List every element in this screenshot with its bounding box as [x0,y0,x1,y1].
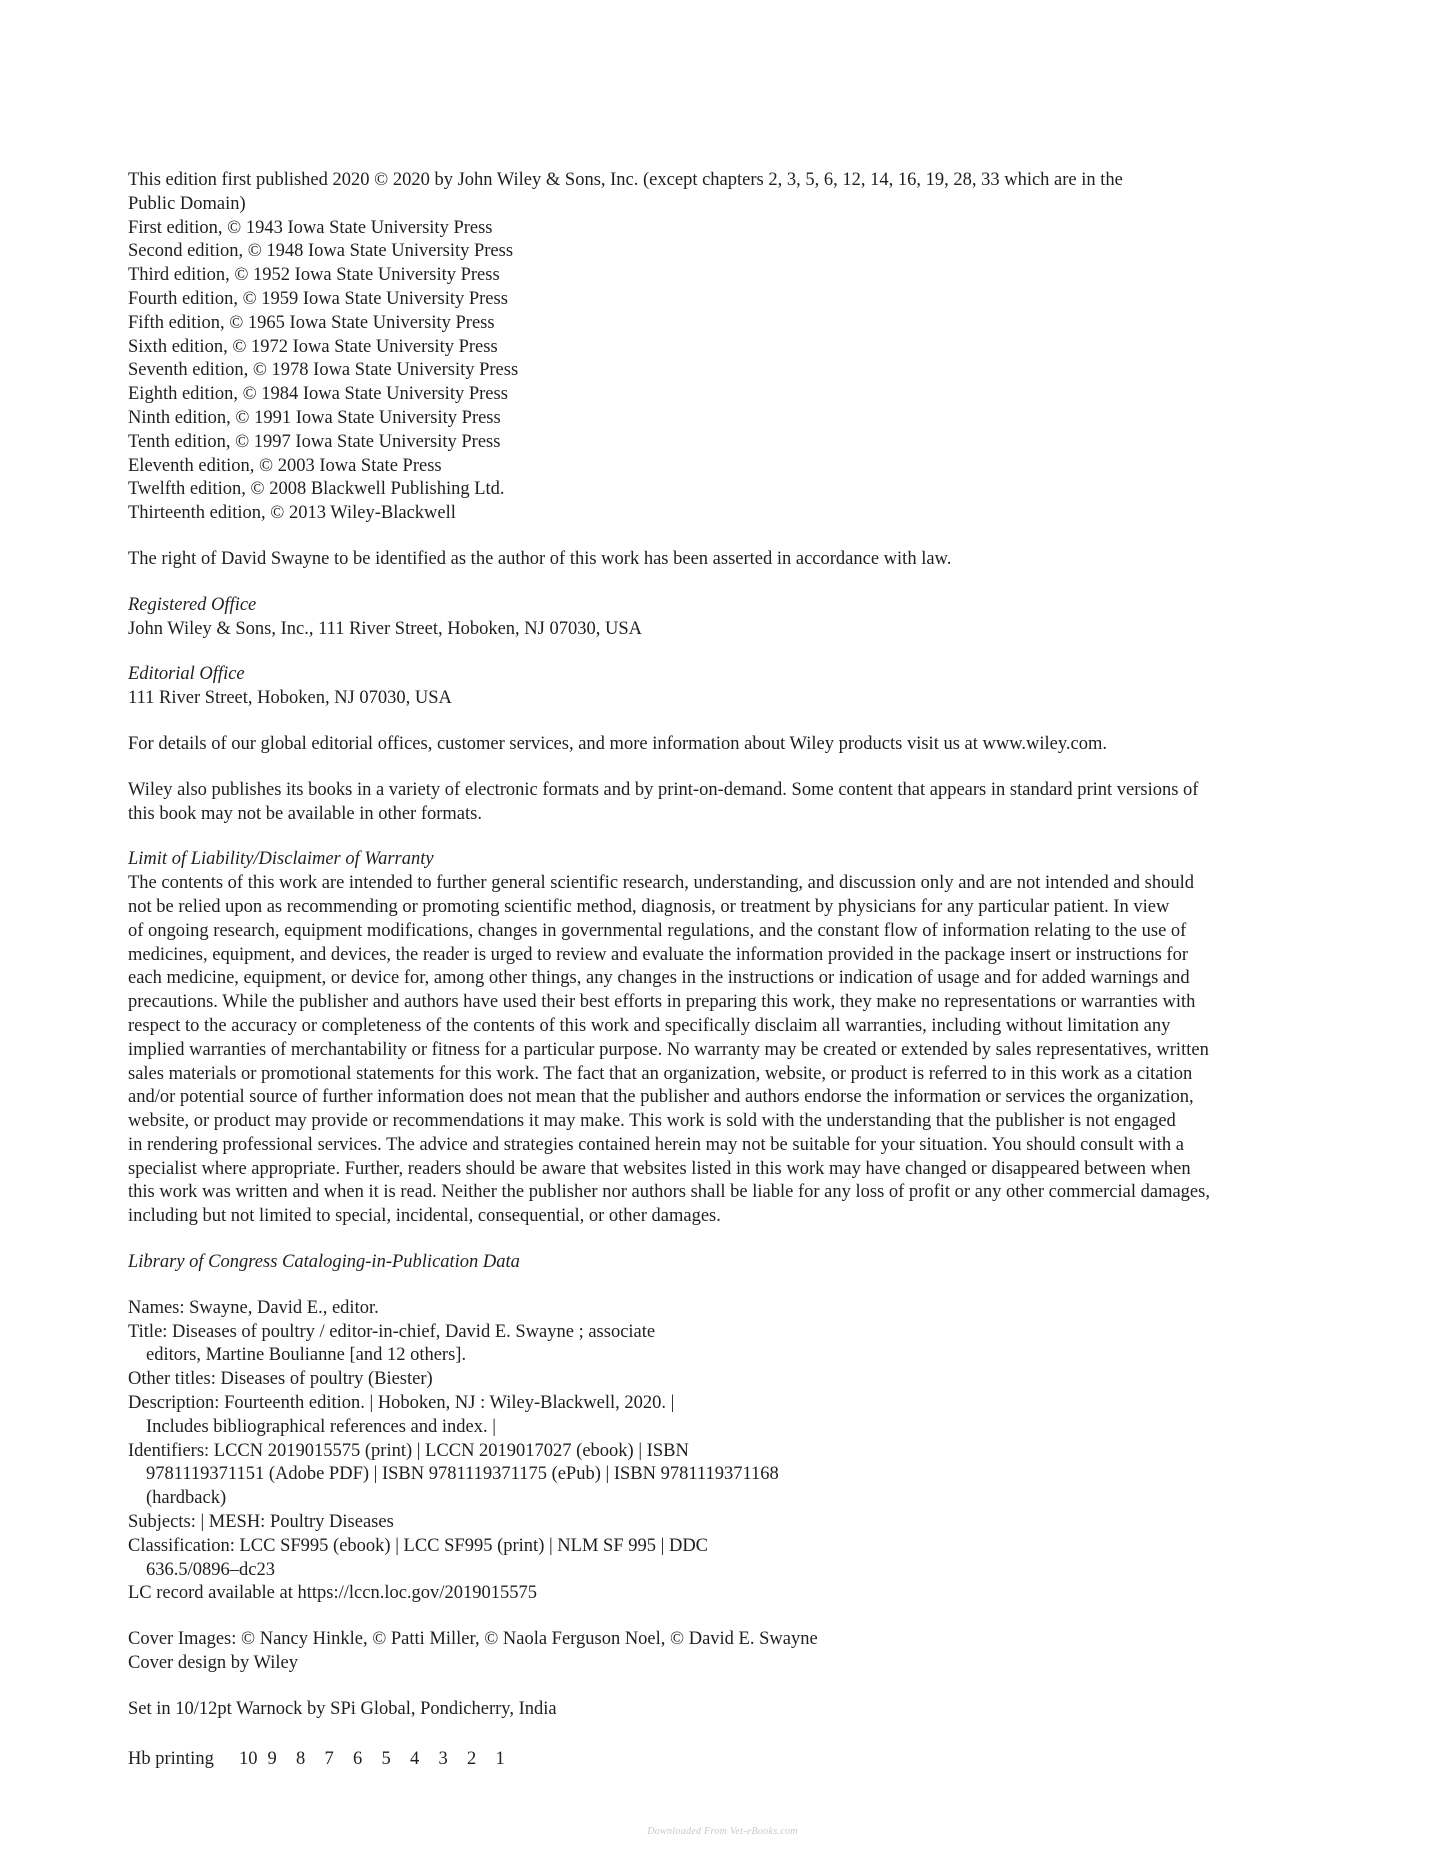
typeset-statement: Set in 10/12pt Warnock by SPi Global, Pondicherry, India [128,1698,557,1719]
printing-numbers [239,1749,524,1769]
printing-number: 8 [296,1749,306,1769]
printing-line [128,1747,524,1771]
formats-paragraph-line: Wiley also publishes its books in a variety of electronic formats and by print-on-demand. Some content that appears in standard print versions of [128,779,1199,800]
edition-statement: This edition first published 2020 © 2020 by John Wiley & Sons, Inc. (except chapters 2, 3, 5, 6, 12, 14, 16, 19, 28, 33 which are in the [128,170,1123,190]
disclaimer-line: The contents of this work are intended to further general scientific research, understanding, and discussion only and are not intended and should [128,873,1194,894]
registered-office-address: John Wiley & Sons, Inc., 111 River Street, Hoboken, NJ 07030, USA [128,618,642,639]
cip-line: Description: Fourteenth edition. | Hoboken, NJ : Wiley-Blackwell, 2020. | [128,1393,675,1414]
printing-number: 6 [353,1749,363,1769]
cip-line: 636.5/0896–dc23 [146,1559,275,1580]
copyright-page [128,169,1308,1722]
cip-line: Subjects: | MESH: Poultry Diseases [128,1512,394,1533]
disclaimer-heading: Limit of Liability/Disclaimer of Warranty [128,849,434,870]
rights-statement: The right of David Swayne to be identified as the author of this work has been asserted in accordance with law. [128,548,952,569]
cip-line: Other titles: Diseases of poultry (Biester) [128,1369,433,1390]
disclaimer-line: sales materials or promotional statements for this work. The fact that an organization, website, or product is referred to in this work as a citation [128,1063,1193,1084]
edition-entry: Third edition, © 1952 Iowa State University Press [128,265,500,286]
disclaimer-line: medicines, equipment, and devices, the reader is urged to review and evaluate the information provided in the package insert or instructions for [128,944,1188,965]
printing-number: 9 [267,1749,277,1769]
printing-number: 10 [239,1749,258,1769]
editorial-office-address: 111 River Street, Hoboken, NJ 07030, USA [128,688,452,709]
edition-history-list [128,217,1308,526]
cover-images-credit: Cover Images: © Nancy Hinkle, © Patti Miller, © Naola Ferguson Noel, © David E. Swayne [128,1629,818,1650]
edition-entry: Second edition, © 1948 Iowa State University Press [128,241,514,262]
printing-number: 3 [438,1749,448,1769]
edition-entry: Sixth edition, © 1972 Iowa State University Press [128,336,498,357]
printing-number: 5 [381,1749,391,1769]
edition-entry: First edition, © 1943 Iowa State University Press [128,217,493,238]
details-paragraph: For details of our global editorial offices, customer services, and more information about Wiley products visit us at www.wiley.com. [128,733,1108,754]
cip-line: editors, Martine Boulianne [and 12 others]. [146,1345,467,1366]
disclaimer-line: precautions. While the publisher and authors have used their best efforts in preparing this work, they make no representations or warranties with [128,992,1196,1013]
cip-line: Includes bibliographical references and index. | [146,1416,496,1437]
editorial-office-heading: Editorial Office [128,664,245,685]
disclaimer-line: each medicine, equipment, or device for, among other things, any changes in the instructions or indication of usage and for added warnings and [128,968,1190,989]
edition-entry: Eighth edition, © 1984 Iowa State University Press [128,384,508,405]
cip-heading: Library of Congress Cataloging-in-Publication Data [128,1252,520,1273]
disclaimer-line: this work was written and when it is read. Neither the publisher nor authors shall be liable for any loss of profit or any other commercial damages, [128,1182,1210,1203]
printing-label: Hb printing [128,1749,214,1769]
disclaimer-line: including but not limited to special, incidental, consequential, or other damages. [128,1206,721,1227]
edition-entry: Fifth edition, © 1965 Iowa State University Press [128,312,495,333]
footer-watermark: Downloaded From Vet-eBooks.com [647,1826,798,1837]
edition-entry: Fourth edition, © 1959 Iowa State University Press [128,288,508,309]
disclaimer-line: in rendering professional services. The advice and strategies contained herein may not be suitable for your situation. You should consult with a [128,1134,1184,1155]
cover-design-credit: Cover design by Wiley [128,1653,299,1674]
cip-line: Title: Diseases of poultry / editor-in-chief, David E. Swayne ; associate [128,1321,656,1342]
printing-number: 4 [410,1749,420,1769]
cip-line: Names: Swayne, David E., editor. [128,1297,379,1318]
edition-entry: Thirteenth edition, © 2013 Wiley-Blackwell [128,503,456,524]
disclaimer-line: and/or potential source of further information does not mean that the publisher and authors endorse the information or services the organization, [128,1087,1194,1108]
disclaimer-line: implied warranties of merchantability or fitness for a particular purpose. No warranty may be created or extended by sales representatives, written [128,1039,1209,1060]
cip-record [128,1297,1308,1606]
cip-line: LC record available at https://lccn.loc.gov/2019015575 [128,1583,537,1604]
cip-line: (hardback) [146,1488,227,1509]
edition-entry: Ninth edition, © 1991 Iowa State University Press [128,407,501,428]
printing-number: 1 [495,1749,505,1769]
cip-line: 9781119371151 (Adobe PDF) | ISBN 9781119371175 (ePub) | ISBN 9781119371168 [146,1464,779,1485]
disclaimer-body [128,872,1308,1229]
edition-statement-cont: Public Domain) [128,193,246,214]
disclaimer-line: of ongoing research, equipment modifications, changes in governmental regulations, and the constant flow of information relating to the use of [128,920,1187,941]
registered-office-heading: Registered Office [128,594,257,615]
disclaimer-line: specialist where appropriate. Further, readers should be aware that websites listed in this work may have changed or disappeared between when [128,1158,1191,1179]
cip-line: Identifiers: LCCN 2019015575 (print) | LCCN 2019017027 (ebook) | ISBN [128,1440,689,1461]
cip-line: Classification: LCC SF995 (ebook) | LCC SF995 (print) | NLM SF 995 | DDC [128,1535,709,1556]
edition-entry: Seventh edition, © 1978 Iowa State University Press [128,360,519,381]
edition-entry: Twelfth edition, © 2008 Blackwell Publishing Ltd. [128,479,505,500]
printing-number: 2 [467,1749,477,1769]
disclaimer-line: respect to the accuracy or completeness of the contents of this work and specifically disclaim all warranties, including without limitation any [128,1015,1171,1036]
edition-entry: Eleventh edition, © 2003 Iowa State Press [128,455,442,476]
edition-entry: Tenth edition, © 1997 Iowa State University Press [128,431,501,452]
disclaimer-line: not be relied upon as recommending or promoting scientific method, diagnosis, or treatment by physicians for any particular patient. In view [128,896,1170,917]
formats-paragraph-line: this book may not be available in other formats. [128,803,482,824]
disclaimer-line: website, or product may provide or recommendations it may make. This work is sold with the understanding that the publisher is not engaged [128,1111,1176,1132]
printing-number: 7 [324,1749,334,1769]
